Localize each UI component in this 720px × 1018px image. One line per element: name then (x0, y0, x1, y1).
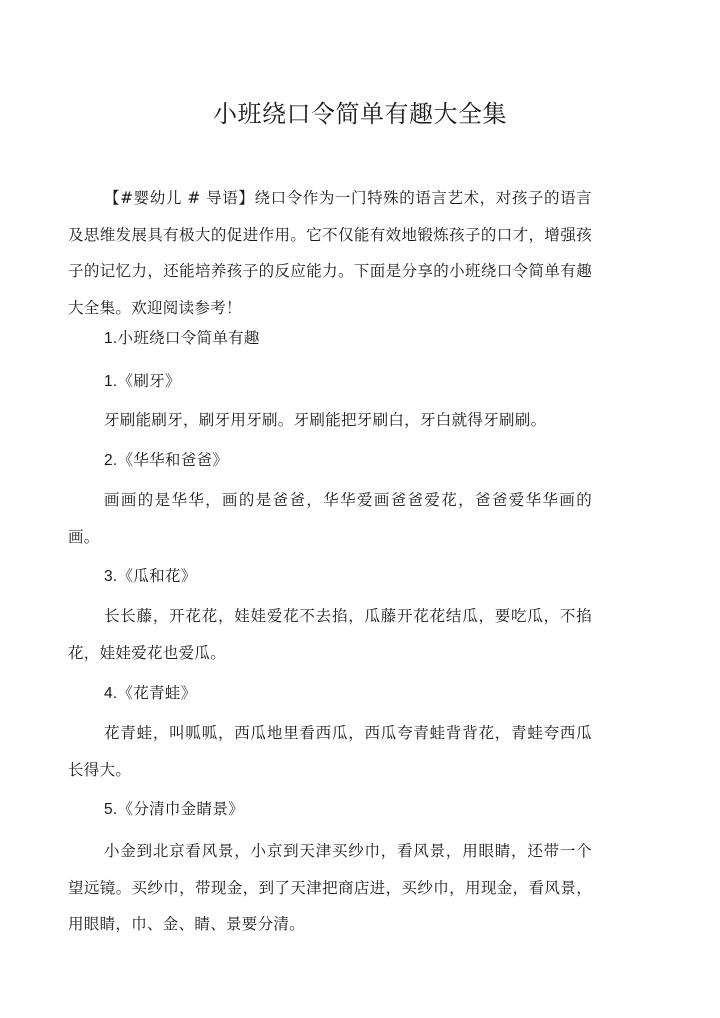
item-heading (104, 564, 197, 589)
section-heading (104, 326, 260, 351)
item-title: 《刷牙》 (117, 372, 181, 390)
item-heading (104, 797, 244, 822)
item-number: 4. (104, 685, 118, 702)
item-number: 1. (104, 373, 118, 390)
section-heading-text: 小班绕口令简单有趣 (117, 329, 260, 347)
item-number: 3. (104, 568, 118, 585)
item-text: 长长藤，开花花，娃娃爱花不去掐，瓜藤开花花结瓜，要吃瓜，不掐花，娃娃爱花也爱瓜。 (68, 607, 592, 662)
item-text: 画画的是华华，画的是爸爸，华华爱画爸爸爱花，爸爸爱华华画的画。 (68, 491, 592, 546)
item-heading (104, 448, 228, 473)
item-title: 《分清巾金睛景》 (117, 800, 244, 818)
item-heading (104, 369, 181, 394)
section-heading-number: 1. (104, 330, 118, 347)
item-title: 《瓜和花》 (117, 567, 197, 585)
item-text: 花青蛙，叫呱呱，西瓜地里看西瓜，西瓜夸青蛙背背花，青蛙夸西瓜长得大。 (68, 724, 592, 779)
page-title: 小班绕口令简单有趣大全集 (213, 100, 507, 128)
item-title: 《华华和爸爸》 (117, 451, 229, 469)
item-title: 《花青蛙》 (117, 684, 197, 702)
intro-paragraph: 【#婴幼儿 # 导语】绕口令作为一门特殊的语言艺术，对孩子的语言及思维发展具有极大的促进作用。它不仅能有效地锻炼孩子的口才，增强孩子的记忆力，还能培养孩子的反应能力。下面是分享的小班绕口令简单有趣大全集。欢迎阅读参考！ (68, 189, 592, 317)
item-text: 小金到北京看风景，小京到天津买纱巾，看风景，用眼睛，还带一个望远镜。买纱巾，带现金，到了天津把商店进，买纱巾，用现金，看风景，用眼睛，巾、金、睛、景要分清。 (68, 842, 592, 933)
item-number: 5. (104, 801, 118, 818)
item-text: 牙刷能刷牙，刷牙用牙刷。牙刷能把牙刷白，牙白就得牙刷刷。 (104, 411, 547, 429)
item-heading (104, 681, 197, 706)
item-number: 2. (104, 452, 118, 469)
